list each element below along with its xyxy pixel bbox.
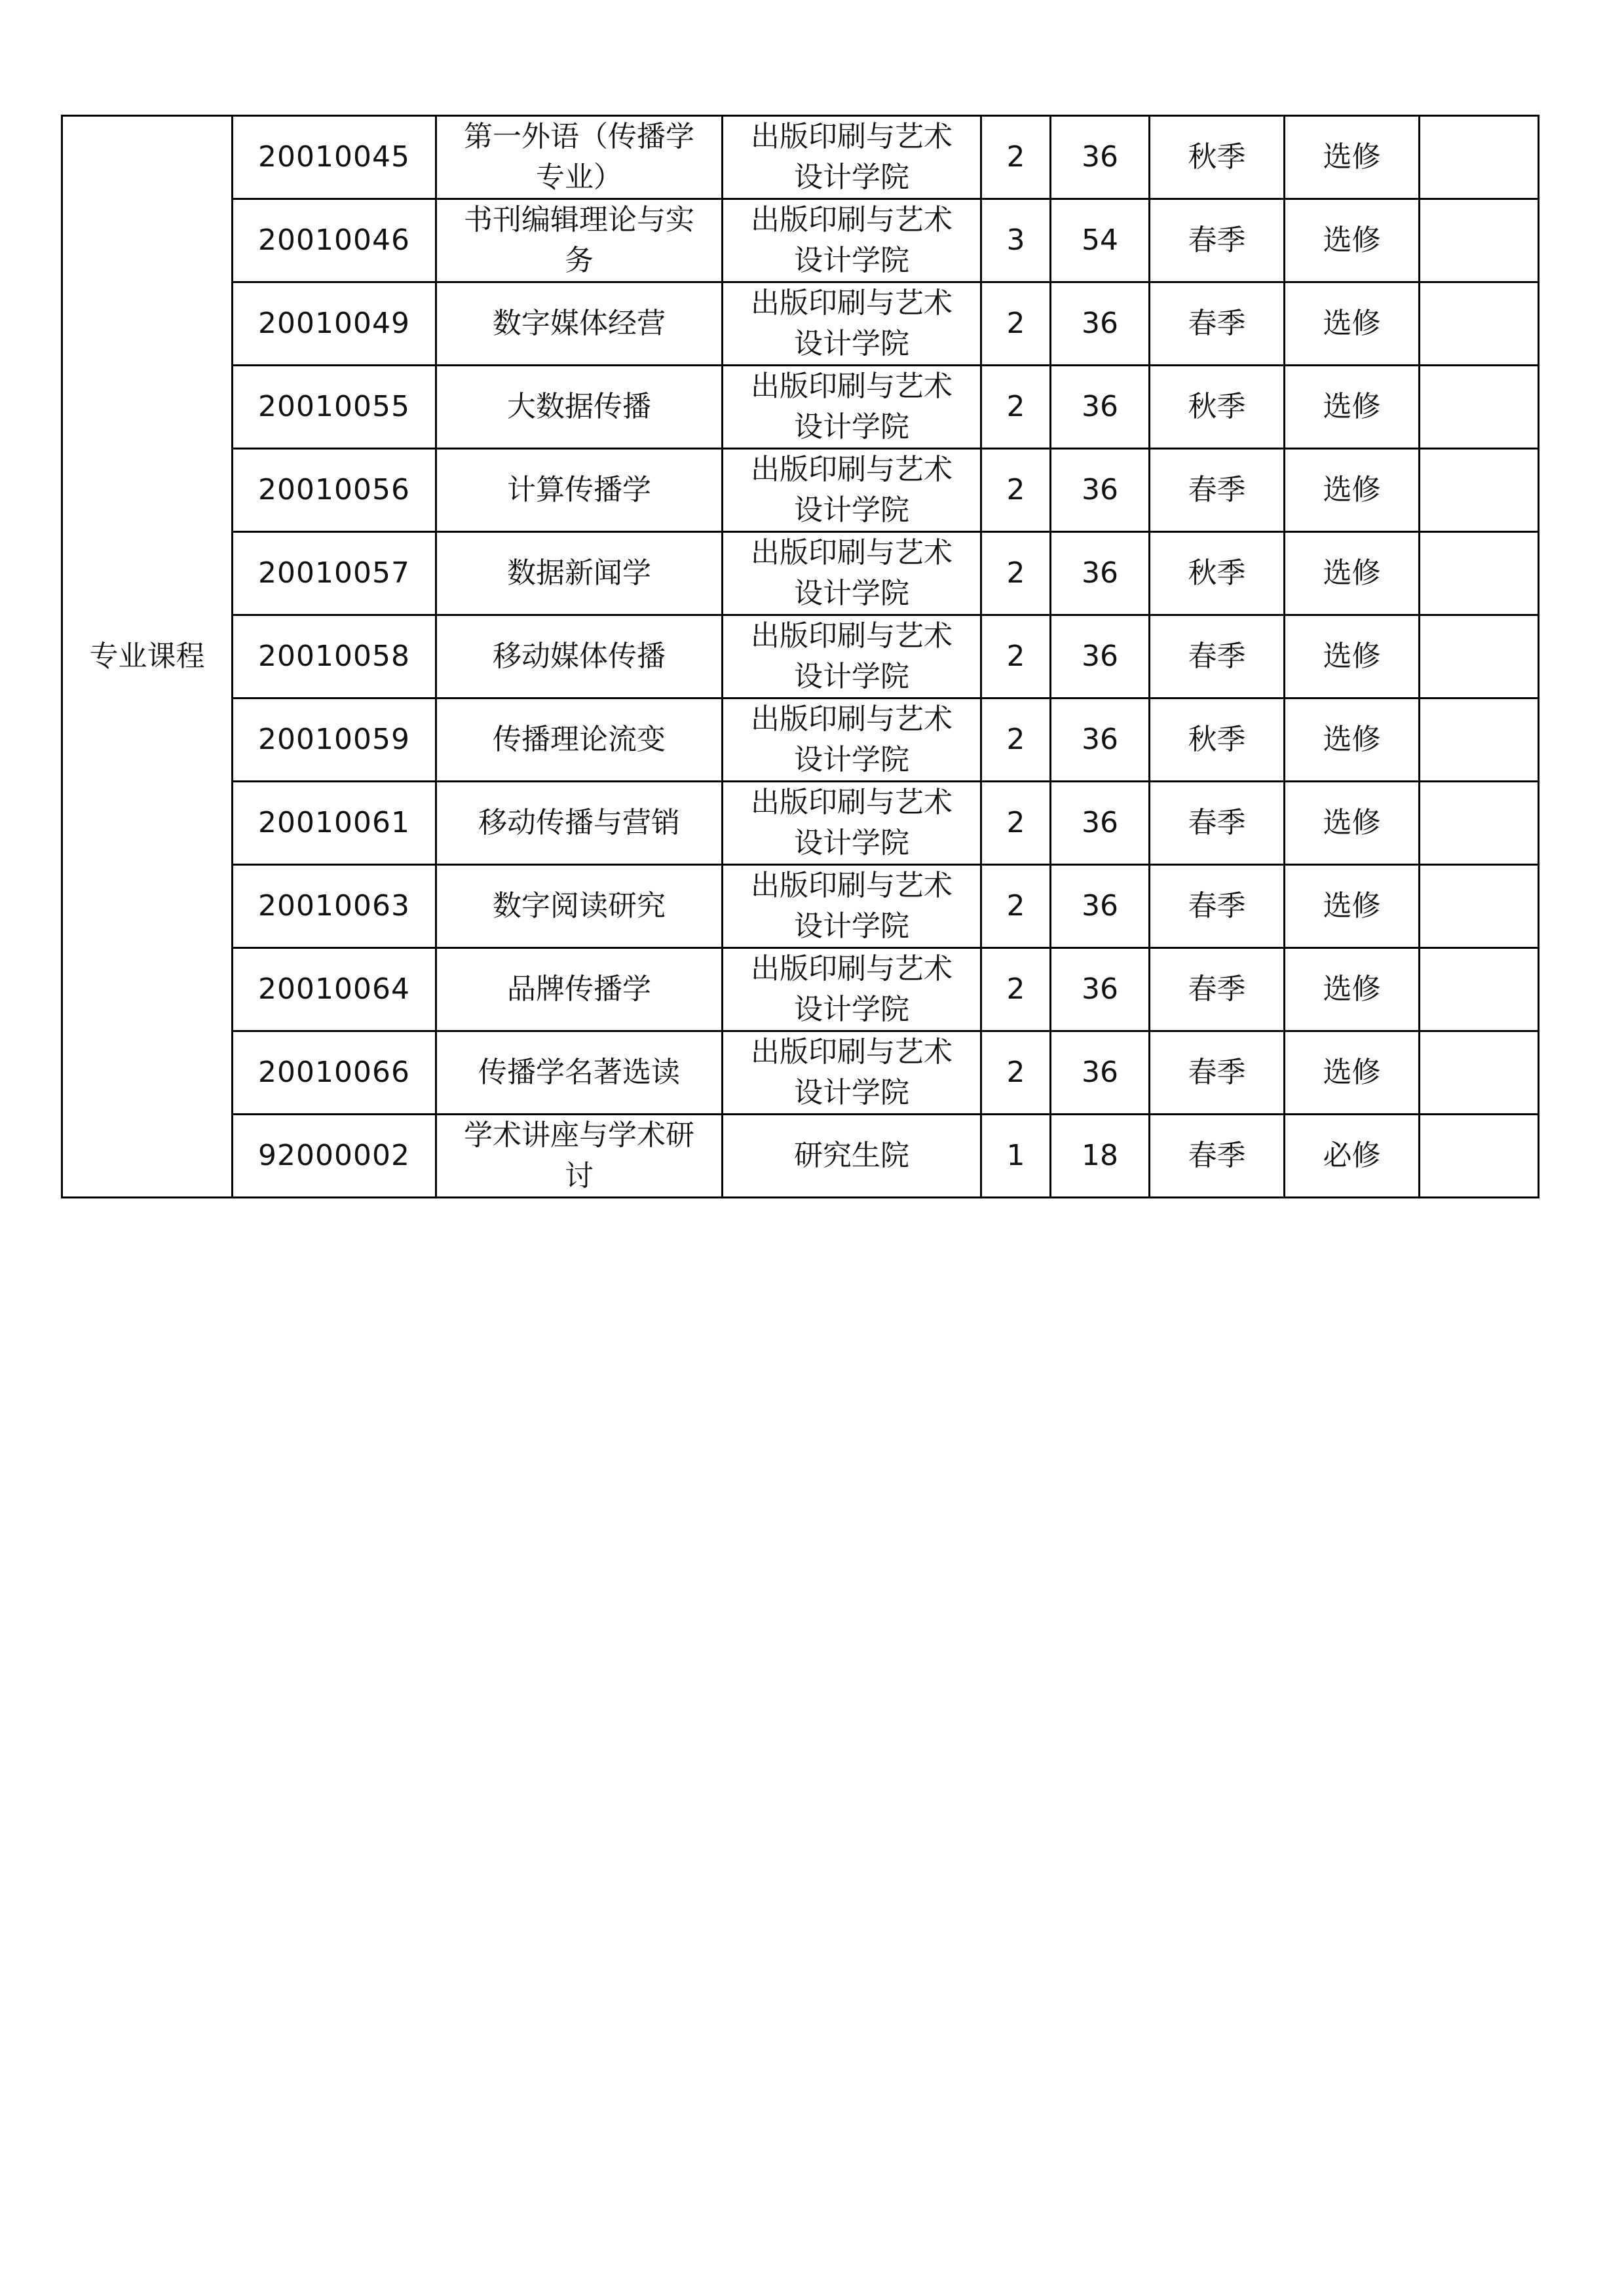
college-cell-line: 出版印刷与艺术	[751, 370, 953, 403]
table-row	[62, 615, 1539, 698]
college-cell	[723, 532, 981, 615]
course-table	[61, 115, 1539, 1198]
term-cell: 春季	[1150, 865, 1285, 948]
course-name-cell-line: 传播理论流变	[493, 723, 666, 756]
hours-cell: 36	[1051, 948, 1150, 1031]
course-code-cell: 20010046	[233, 199, 436, 282]
course-type-cell: 选修	[1285, 282, 1420, 366]
course-code-cell: 20010061	[233, 782, 436, 865]
course-type-cell: 选修	[1285, 116, 1420, 199]
credits-cell: 2	[981, 865, 1051, 948]
college-cell-line: 出版印刷与艺术	[751, 952, 953, 985]
college-cell-line: 出版印刷与艺术	[751, 203, 953, 237]
note-cell	[1420, 282, 1539, 366]
college-cell-line: 设计学院	[794, 161, 909, 194]
course-name-cell	[436, 1115, 723, 1198]
college-cell-line: 研究生院	[794, 1139, 909, 1172]
course-type-cell: 选修	[1285, 199, 1420, 282]
college-cell-line: 设计学院	[794, 660, 909, 693]
credits-cell: 2	[981, 449, 1051, 532]
college-cell-line: 设计学院	[794, 1076, 909, 1109]
table-row	[62, 865, 1539, 948]
table-row	[62, 698, 1539, 782]
college-cell	[723, 366, 981, 449]
college-cell	[723, 782, 981, 865]
course-name-cell-line: 大数据传播	[507, 390, 651, 423]
course-name-cell	[436, 698, 723, 782]
course-name-cell-line: 讨	[565, 1159, 594, 1193]
college-cell	[723, 1031, 981, 1115]
note-cell	[1420, 615, 1539, 698]
course-code-cell: 20010063	[233, 865, 436, 948]
table-row	[62, 366, 1539, 449]
college-cell-line: 出版印刷与艺术	[751, 786, 953, 819]
college-cell	[723, 698, 981, 782]
college-cell	[723, 865, 981, 948]
college-cell-line: 设计学院	[794, 743, 909, 776]
table-body	[62, 116, 1539, 1198]
course-name-cell-line: 传播学名著选读	[478, 1056, 680, 1089]
course-name-cell	[436, 366, 723, 449]
table-row	[62, 782, 1539, 865]
course-type-cell: 选修	[1285, 948, 1420, 1031]
college-cell	[723, 449, 981, 532]
hours-cell: 36	[1051, 116, 1150, 199]
note-cell	[1420, 199, 1539, 282]
note-cell	[1420, 698, 1539, 782]
credits-cell: 2	[981, 1031, 1051, 1115]
course-code-cell: 20010066	[233, 1031, 436, 1115]
credits-cell: 1	[981, 1115, 1051, 1198]
course-code-cell: 20010049	[233, 282, 436, 366]
hours-cell: 36	[1051, 698, 1150, 782]
term-cell: 春季	[1150, 782, 1285, 865]
course-code-cell: 20010064	[233, 948, 436, 1031]
course-name-cell	[436, 449, 723, 532]
college-cell-line: 出版印刷与艺术	[751, 1035, 953, 1069]
course-name-cell	[436, 615, 723, 698]
college-cell-line: 设计学院	[794, 826, 909, 860]
term-cell: 春季	[1150, 199, 1285, 282]
course-name-cell	[436, 282, 723, 366]
course-code-cell: 20010045	[233, 116, 436, 199]
college-cell-line: 设计学院	[794, 909, 909, 943]
note-cell	[1420, 782, 1539, 865]
term-cell: 春季	[1150, 449, 1285, 532]
college-cell	[723, 1115, 981, 1198]
course-code-cell: 20010056	[233, 449, 436, 532]
college-cell	[723, 282, 981, 366]
table-row	[62, 1115, 1539, 1198]
college-cell	[723, 615, 981, 698]
table-row	[62, 948, 1539, 1031]
course-type-cell: 选修	[1285, 782, 1420, 865]
course-name-cell	[436, 116, 723, 199]
table-row	[62, 1031, 1539, 1115]
course-type-cell: 选修	[1285, 366, 1420, 449]
course-type-cell: 选修	[1285, 1031, 1420, 1115]
college-cell-line: 出版印刷与艺术	[751, 120, 953, 153]
course-name-cell	[436, 1031, 723, 1115]
term-cell: 春季	[1150, 615, 1285, 698]
credits-cell: 3	[981, 199, 1051, 282]
college-cell	[723, 948, 981, 1031]
course-name-cell-line: 数字阅读研究	[493, 889, 666, 923]
note-cell	[1420, 948, 1539, 1031]
course-code-cell: 20010057	[233, 532, 436, 615]
college-cell-line: 出版印刷与艺术	[751, 702, 953, 736]
term-cell: 秋季	[1150, 532, 1285, 615]
course-type-cell: 选修	[1285, 698, 1420, 782]
table-row	[62, 116, 1539, 199]
hours-cell: 36	[1051, 532, 1150, 615]
college-cell-line: 出版印刷与艺术	[751, 453, 953, 486]
course-name-cell	[436, 948, 723, 1031]
note-cell	[1420, 1031, 1539, 1115]
course-name-cell	[436, 865, 723, 948]
note-cell	[1420, 532, 1539, 615]
course-name-cell-line: 学术讲座与学术研	[464, 1119, 694, 1152]
credits-cell: 2	[981, 615, 1051, 698]
course-name-cell-line: 品牌传播学	[507, 972, 651, 1006]
course-name-cell-line: 专业）	[536, 161, 622, 194]
college-cell-line: 出版印刷与艺术	[751, 869, 953, 902]
table-row	[62, 449, 1539, 532]
college-cell-line: 设计学院	[794, 577, 909, 610]
course-code-cell: 20010055	[233, 366, 436, 449]
college-cell-line: 设计学院	[794, 244, 909, 277]
course-type-cell: 选修	[1285, 449, 1420, 532]
course-name-cell	[436, 199, 723, 282]
credits-cell: 2	[981, 116, 1051, 199]
credits-cell: 2	[981, 532, 1051, 615]
course-type-cell: 选修	[1285, 615, 1420, 698]
hours-cell: 36	[1051, 865, 1150, 948]
category-cell: 专业课程	[62, 116, 233, 1198]
college-cell-line: 出版印刷与艺术	[751, 619, 953, 653]
college-cell	[723, 116, 981, 199]
course-name-cell-line: 移动媒体传播	[493, 640, 666, 673]
course-name-cell-line: 计算传播学	[507, 473, 651, 507]
term-cell: 秋季	[1150, 698, 1285, 782]
credits-cell: 2	[981, 698, 1051, 782]
course-name-cell-line: 第一外语（传播学	[464, 120, 694, 153]
course-name-cell-line: 务	[565, 244, 594, 277]
college-cell-line: 出版印刷与艺术	[751, 536, 953, 569]
note-cell	[1420, 865, 1539, 948]
course-name-cell-line: 数字媒体经营	[493, 307, 666, 340]
course-name-cell	[436, 532, 723, 615]
college-cell	[723, 199, 981, 282]
table-row	[62, 532, 1539, 615]
term-cell: 春季	[1150, 282, 1285, 366]
college-cell-line: 设计学院	[794, 493, 909, 527]
course-name-cell-line: 移动传播与营销	[478, 806, 680, 839]
credits-cell: 2	[981, 948, 1051, 1031]
college-cell-line: 设计学院	[794, 993, 909, 1026]
course-name-cell	[436, 782, 723, 865]
course-type-cell: 选修	[1285, 865, 1420, 948]
course-type-cell: 选修	[1285, 532, 1420, 615]
hours-cell: 36	[1051, 1031, 1150, 1115]
hours-cell: 36	[1051, 615, 1150, 698]
term-cell: 秋季	[1150, 366, 1285, 449]
hours-cell: 18	[1051, 1115, 1150, 1198]
credits-cell: 2	[981, 366, 1051, 449]
course-code-cell: 92000002	[233, 1115, 436, 1198]
hours-cell: 54	[1051, 199, 1150, 282]
table-row	[62, 199, 1539, 282]
course-code-cell: 20010058	[233, 615, 436, 698]
college-cell-line: 设计学院	[794, 410, 909, 444]
note-cell	[1420, 1115, 1539, 1198]
note-cell	[1420, 116, 1539, 199]
term-cell: 春季	[1150, 1115, 1285, 1198]
course-type-cell: 必修	[1285, 1115, 1420, 1198]
hours-cell: 36	[1051, 282, 1150, 366]
credits-cell: 2	[981, 282, 1051, 366]
hours-cell: 36	[1051, 782, 1150, 865]
college-cell-line: 出版印刷与艺术	[751, 286, 953, 320]
note-cell	[1420, 449, 1539, 532]
college-cell-line: 设计学院	[794, 327, 909, 360]
course-code-cell: 20010059	[233, 698, 436, 782]
hours-cell: 36	[1051, 366, 1150, 449]
term-cell: 春季	[1150, 1031, 1285, 1115]
table-row	[62, 282, 1539, 366]
credits-cell: 2	[981, 782, 1051, 865]
note-cell	[1420, 366, 1539, 449]
course-name-cell-line: 书刊编辑理论与实	[464, 203, 694, 237]
term-cell: 春季	[1150, 948, 1285, 1031]
hours-cell: 36	[1051, 449, 1150, 532]
course-name-cell-line: 数据新闻学	[507, 556, 651, 590]
term-cell: 秋季	[1150, 116, 1285, 199]
